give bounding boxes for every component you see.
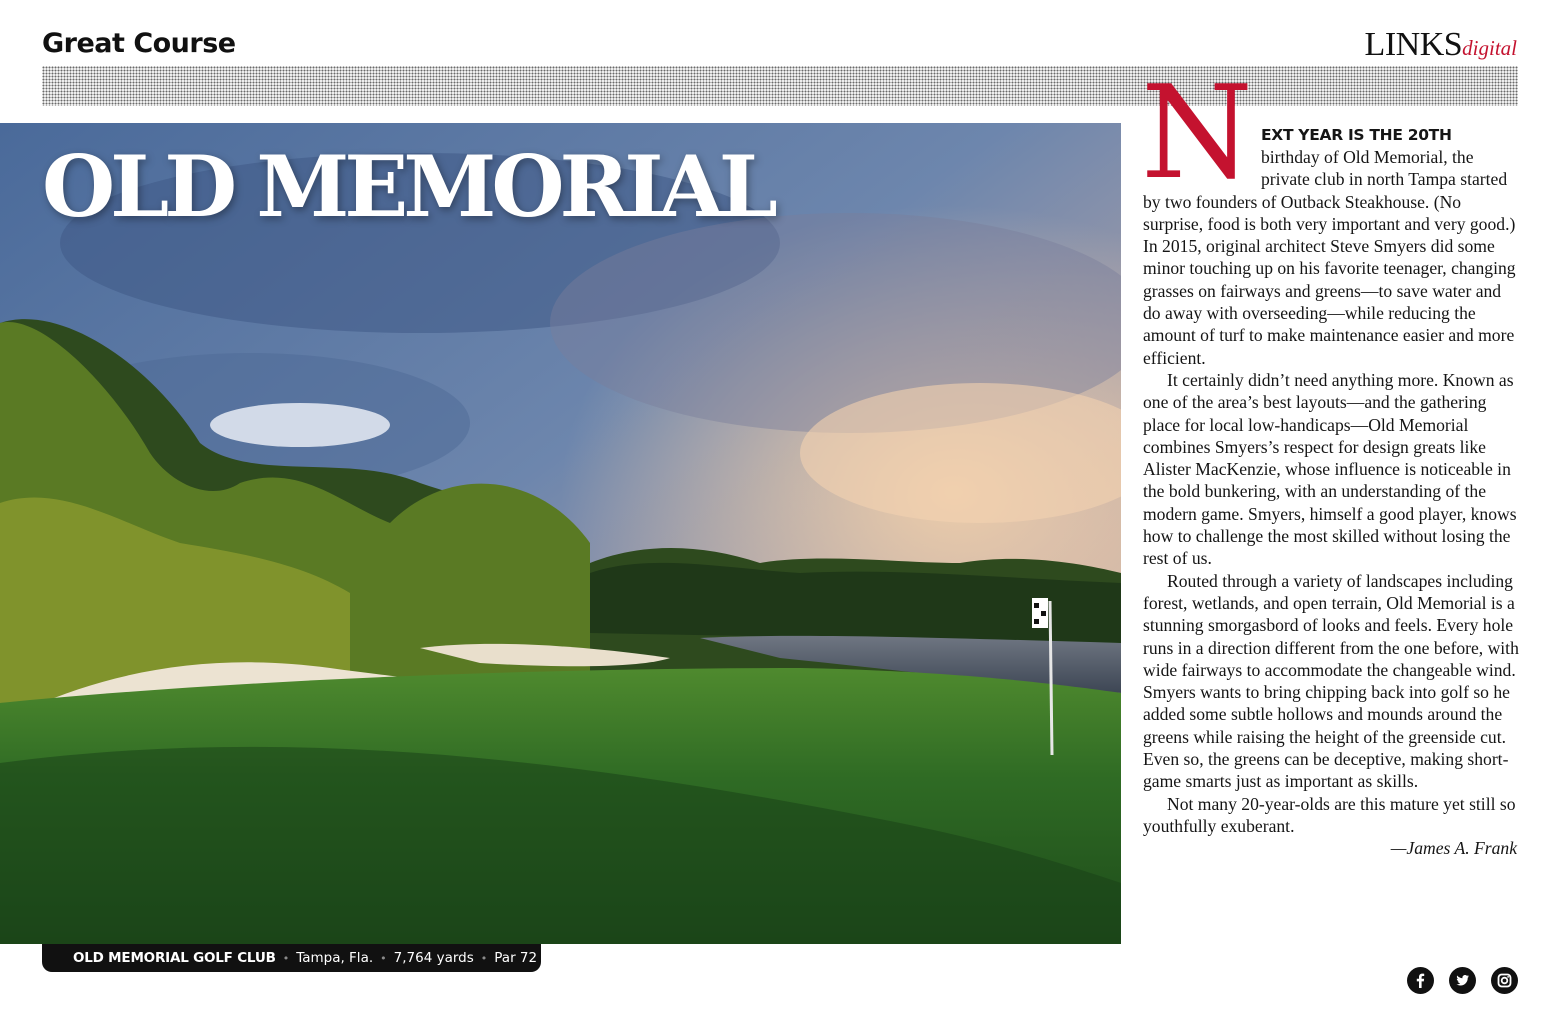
article-paragraph <box>1141 59 1519 369</box>
social-links <box>1407 967 1518 994</box>
hero-title: OLD MEMORIAL <box>42 137 773 236</box>
instagram-icon[interactable] <box>1491 967 1518 994</box>
article-paragraph: Routed through a variety of landscapes including forest, wetlands, and open terrain, Old Memorial is a stunning smorgasbord of looks and feels. Every hole runs in a direction different from the one before, with wide fairways to accommodate the changeable wind. Smyers wants to bring chipping back into golf so he added some subtle hollows and mounds around the greens while raising the height of the greenside cut. Even so, the greens can be deceptive, making short-game smarts just as important as skills. <box>1143 570 1519 792</box>
club-name: OLD MEMORIAL GOLF CLUB <box>73 950 276 966</box>
location: Tampa, Fla. <box>296 950 374 966</box>
byline: —James A. Frank <box>1390 838 1517 859</box>
lead-in: EXT YEAR IS THE 20TH <box>1261 126 1452 144</box>
logo-sub-text: digital <box>1462 36 1517 60</box>
article-paragraph: Not many 20-year-olds are this mature yet still so youthfully exuberant. <box>1143 793 1516 836</box>
par: Par 72 <box>494 950 538 966</box>
yardage: 7,764 yards <box>393 950 474 966</box>
logo-main-text: LINKS <box>1364 26 1463 63</box>
section-label: Great Course <box>42 28 236 59</box>
hero-photo <box>0 123 1121 944</box>
paragraph-1-text: birthday of Old Memorial, the private club in north Tampa started by two founders of Outback Steakhouse. (No surprise, food is both very important and very good.) In 2015, original architect Steve Smyers did some minor touching up on his favorite teenager, changing grasses on fairways and greens—to save water and do away with overseeding—while reducing the amount of turf to make maintenance easier and more efficient. <box>1143 147 1516 368</box>
separator: • <box>380 951 387 965</box>
facebook-icon[interactable] <box>1407 967 1434 994</box>
course-info-bar <box>42 944 541 972</box>
separator: • <box>282 951 290 965</box>
article-paragraph: It certainly didn’t need anything more. Known as one of the area’s best layouts—and the gathering place for local low-handicaps—Old Memorial combines Smyers’s respect for design greats like Alister MacKenzie, whose influence is noticeable in the bold bunkering, with an understanding of the modern game. Smyers, himself a good player, knows how to challenge the most skilled without losing the rest of us. <box>1143 369 1517 569</box>
article-body <box>1141 59 1519 860</box>
drop-cap: N <box>1141 59 1253 208</box>
links-digital-logo[interactable] <box>1365 26 1517 64</box>
separator: • <box>480 951 488 965</box>
twitter-icon[interactable] <box>1449 967 1476 994</box>
